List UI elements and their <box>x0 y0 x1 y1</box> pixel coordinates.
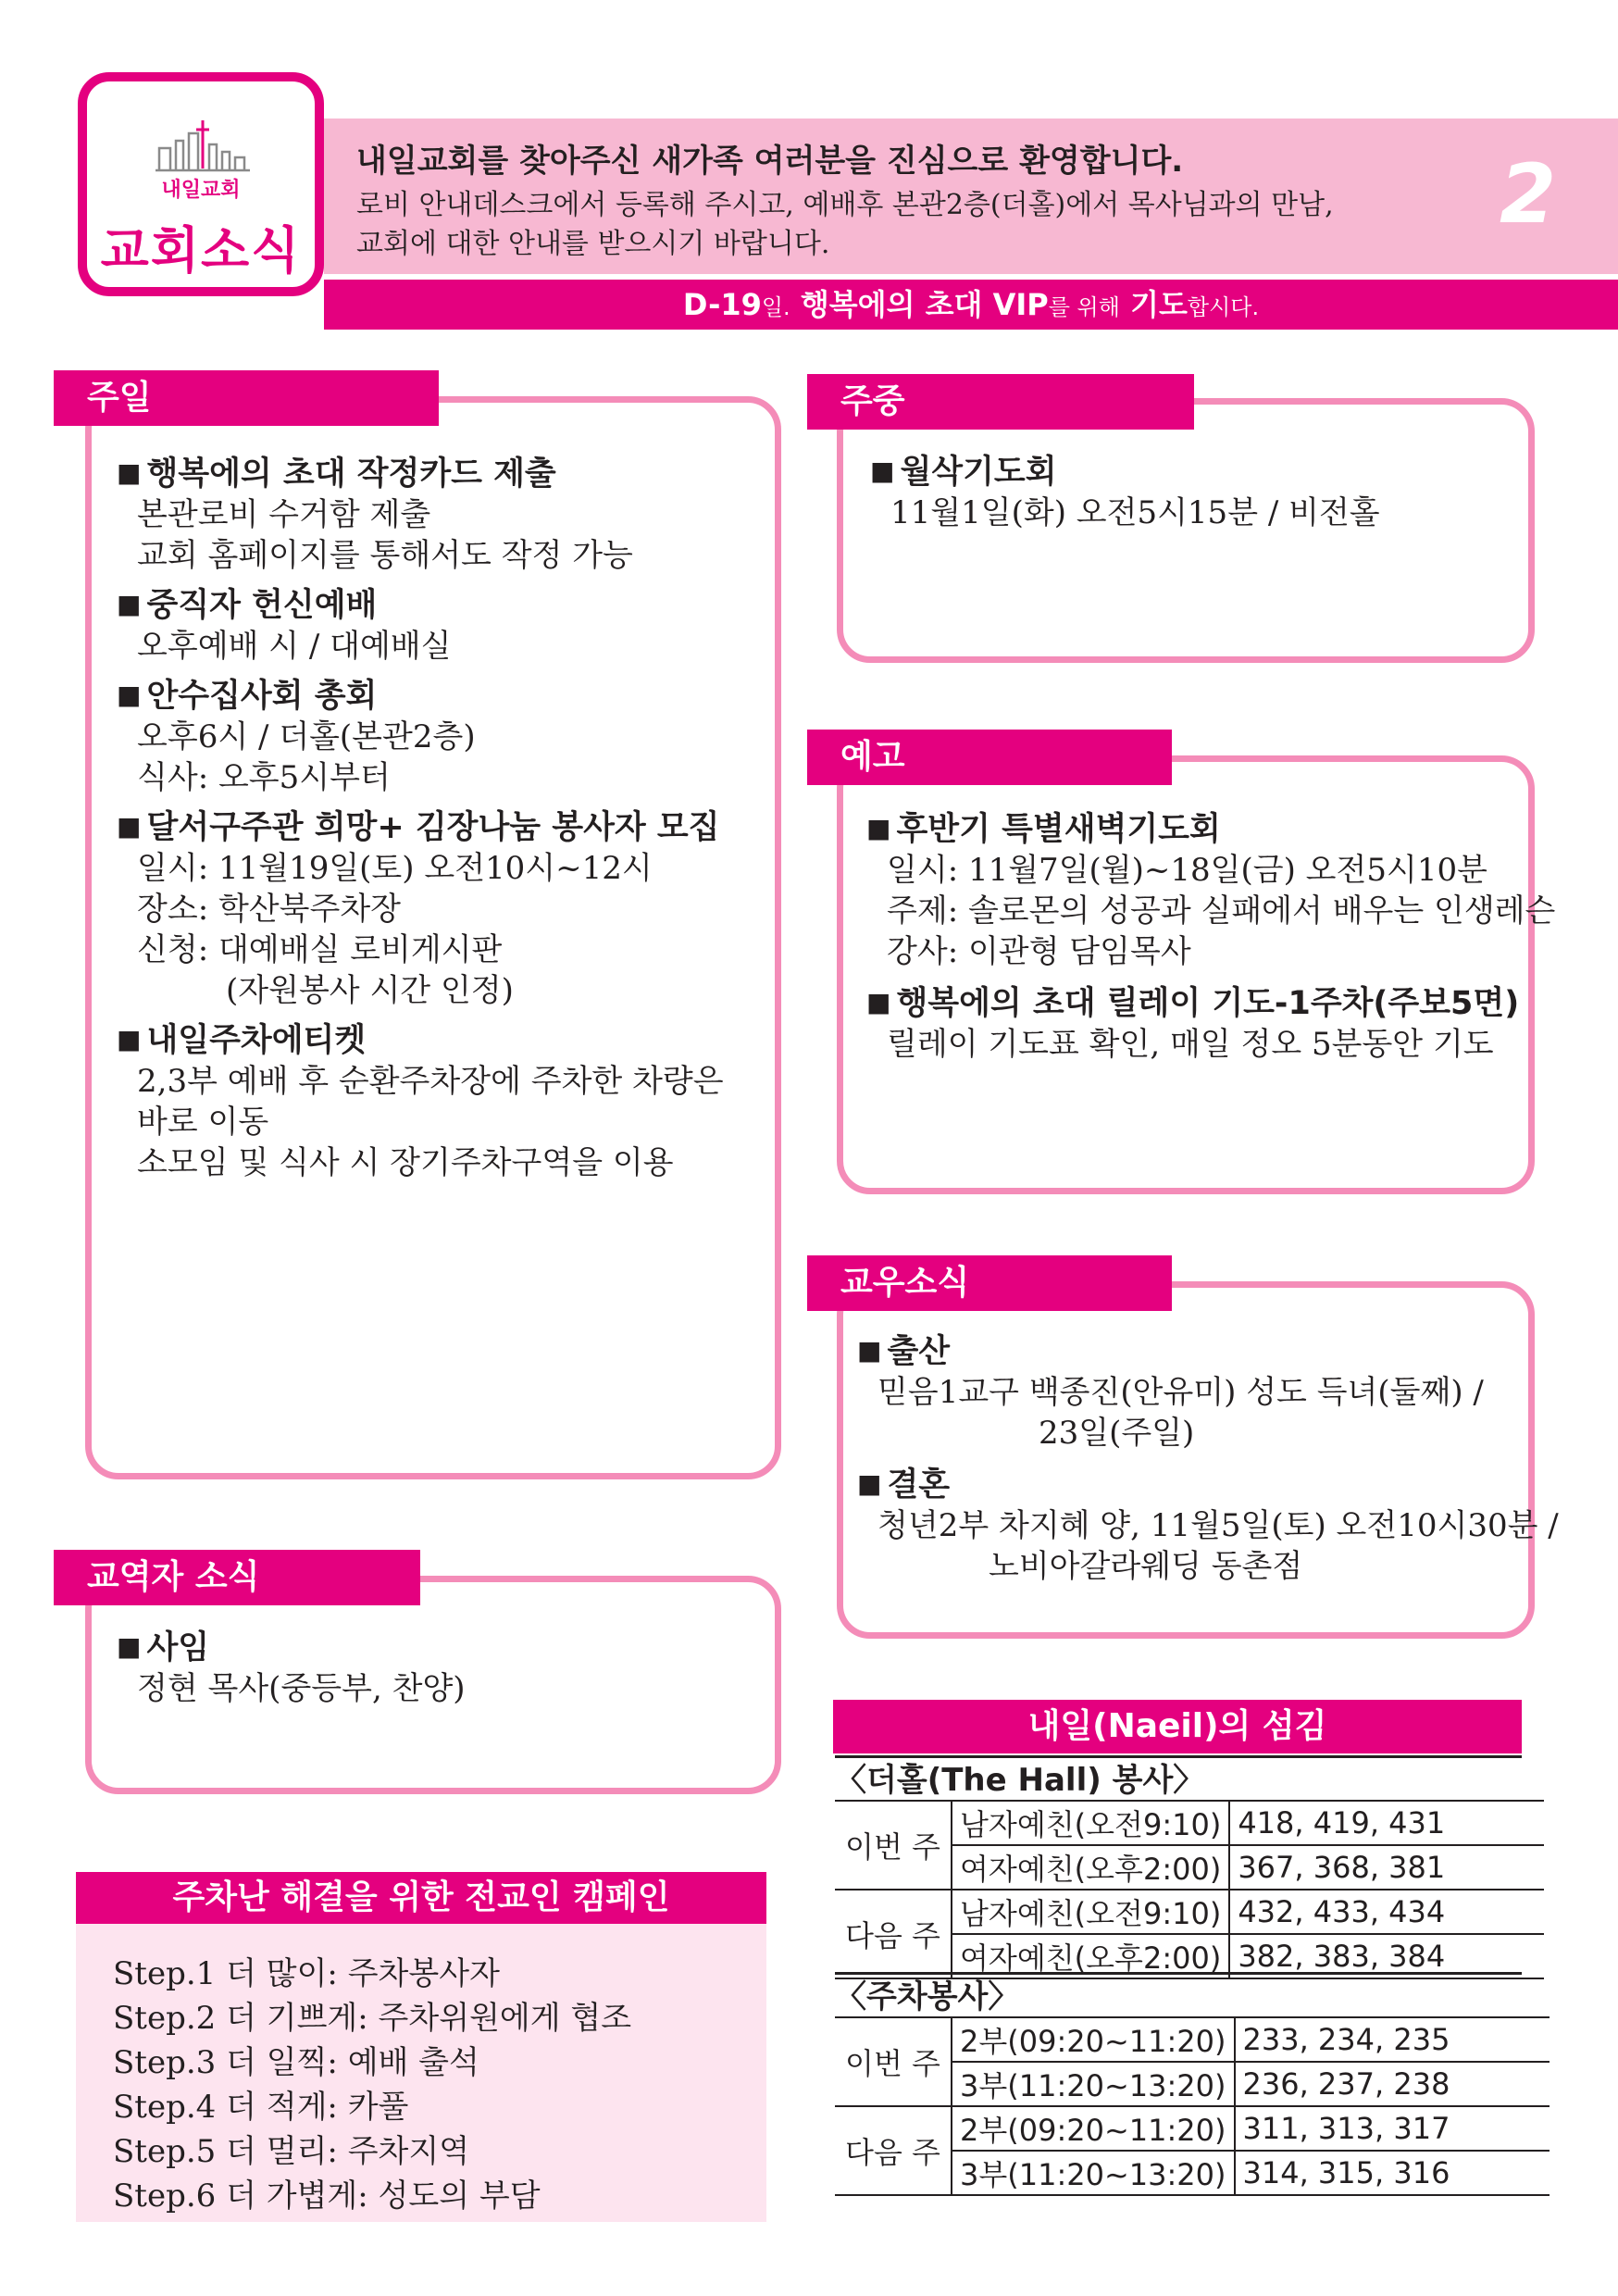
item-title: ■ 달서구주관 희망+ 김장나눔 봉사자 모집 <box>117 802 724 848</box>
campaign-title: 주차난 해결을 위한 전교인 캠페인 <box>76 1872 766 1924</box>
campaign-step: Step.2 더 기쁘게: 주차위원에게 협조 <box>113 2000 632 2037</box>
item-line: 믿음1교구 백종진(안유미) 성도 득녀(둘째) / <box>877 1374 1484 1411</box>
dday-text: 기도 <box>1130 287 1188 322</box>
parking-service-table <box>835 2016 1550 2196</box>
item-line: 장소: 학산북주차장 <box>137 891 402 928</box>
service-slot: 남자예친(오전9:10) <box>952 1890 1229 1934</box>
service-title: 내일(Naeil)의 섬김 <box>833 1700 1522 1753</box>
item-title: ■ 행복에의 초대 릴레이 기도-1주차(주보5면) <box>866 978 1555 1024</box>
members-content <box>857 1326 1559 1587</box>
item-line: 23일(주일) <box>1039 1415 1195 1452</box>
service-slot: 남자예친(오전9:10) <box>952 1801 1229 1845</box>
church-skyline-icon <box>152 117 254 172</box>
item-line: 본관로비 수거함 제출 <box>137 496 431 533</box>
item-line: 청년2부 차지혜 양, 11월5일(토) 오전10시30분 / <box>877 1507 1559 1544</box>
item-line: 소모임 및 식사 시 장기주차구역을 이용 <box>137 1144 674 1181</box>
item-line: 노비아갈라웨딩 동촌점 <box>989 1548 1303 1585</box>
service-value: 367, 368, 381 <box>1229 1845 1544 1890</box>
table-row <box>835 2017 1550 2062</box>
dday-text: 합시다. <box>1187 294 1260 320</box>
item-line: 11월1일(화) 오전5시15분 / 비전홀 <box>890 494 1380 531</box>
item-line: 2,3부 예배 후 순환주차장에 주차한 차량은 <box>137 1063 724 1100</box>
item-line: 오후6시 / 더홀(본관2층) <box>137 718 476 755</box>
item-line: 오후예배 시 / 대예배실 <box>137 628 452 665</box>
table-row <box>835 2106 1550 2151</box>
welcome-line: 로비 안내데스크에서 등록해 주시고, 예배후 본관2층(더홀)에서 목사님과의 만남, <box>356 189 1334 221</box>
campaign-step: Step.5 더 멀리: 주차지역 <box>113 2133 470 2170</box>
weekday-content <box>870 446 1380 533</box>
item-title: ■ 행복에의 초대 작정카드 제출 <box>117 448 724 494</box>
service-value: 432, 433, 434 <box>1229 1890 1544 1934</box>
item-title: ■ 중직자 헌신예배 <box>117 580 724 626</box>
item-title: ■ 후반기 특별새벽기도회 <box>866 804 1555 850</box>
campaign-step: Step.4 더 적게: 카풀 <box>113 2089 409 2126</box>
hall-service-table <box>835 1800 1544 1979</box>
item-line: 교회 홈페이지를 통해서도 작정 가능 <box>137 537 633 574</box>
week-label: 다음 주 <box>835 1890 952 1978</box>
item-line: 신청: 대예배실 로비게시판 <box>137 931 503 968</box>
dday-suffix: 일. <box>761 294 790 320</box>
hall-heading: 〈더홀(The Hall) 봉사〉 <box>835 1755 1522 1800</box>
service-value: 233, 234, 235 <box>1235 2017 1550 2062</box>
welcome-title: 내일교회를 찾아주신 새가족 여러분을 진심으로 환영합니다. <box>356 143 1184 180</box>
service-value: 311, 313, 317 <box>1235 2106 1550 2151</box>
tab-weekday: 주중 <box>807 374 1194 430</box>
parking-heading: 〈주차봉사〉 <box>835 1972 1522 2016</box>
item-line: 정현 목사(중등부, 찬양) <box>137 1670 466 1707</box>
notice-content <box>866 804 1555 1065</box>
item-line: 식사: 오후5시부터 <box>137 759 391 796</box>
week-label: 이번 주 <box>835 2017 952 2106</box>
sunday-content <box>117 448 724 1183</box>
week-label: 다음 주 <box>835 2106 952 2195</box>
service-slot: 2부(09:20~11:20) <box>952 2106 1235 2151</box>
service-slot: 2부(09:20~11:20) <box>952 2017 1235 2062</box>
service-slot: 여자예친(오후2:00) <box>952 1934 1229 1978</box>
staff-content <box>117 1622 466 1709</box>
service-slot: 여자예친(오후2:00) <box>952 1845 1229 1890</box>
logo-name: 내일교회 <box>161 179 241 202</box>
welcome-line: 교회에 대한 안내를 받으시기 바랍니다. <box>356 228 830 260</box>
item-line: 강사: 이관형 담임목사 <box>887 933 1191 970</box>
item-title: ■ 출산 <box>857 1326 1559 1372</box>
item-line: (자원봉사 시간 인정) <box>226 972 514 1009</box>
dday-text: 행복에의 초대 VIP <box>800 287 1049 322</box>
tab-staff: 교역자 소식 <box>54 1550 420 1605</box>
tab-members: 교우소식 <box>807 1255 1172 1311</box>
dday-text: 를 위해 <box>1048 294 1120 320</box>
service-value: 418, 419, 431 <box>1229 1801 1544 1845</box>
service-value: 382, 383, 384 <box>1229 1934 1544 1978</box>
dday-count: D-19 <box>682 287 762 322</box>
item-line: 바로 이동 <box>137 1104 269 1141</box>
item-line: 주제: 솔로몬의 성공과 실패에서 배우는 인생레슨 <box>887 892 1556 930</box>
item-line: 릴레이 기도표 확인, 매일 정오 5분동안 기도 <box>887 1026 1494 1063</box>
tab-sunday: 주일 <box>54 370 439 426</box>
table-row <box>835 1801 1544 1845</box>
item-title: ■ 결혼 <box>857 1459 1559 1505</box>
dday-banner <box>324 280 1618 330</box>
item-title: ■ 월삭기도회 <box>870 446 1380 493</box>
page-number: 2 <box>1500 146 1557 242</box>
table-row <box>835 1890 1544 1934</box>
week-label: 이번 주 <box>835 1801 952 1890</box>
campaign-step: Step.6 더 가볍게: 성도의 부담 <box>113 2177 541 2215</box>
tab-notice: 예고 <box>807 730 1172 785</box>
church-logo-box <box>78 72 324 296</box>
campaign-step: Step.1 더 많이: 주차봉사자 <box>113 1955 500 1992</box>
section-title: 교회소식 <box>100 221 302 280</box>
item-line: 일시: 11월7일(월)~18일(금) 오전5시10분 <box>887 852 1487 889</box>
service-value: 236, 237, 238 <box>1235 2062 1550 2106</box>
item-line: 일시: 11월19일(토) 오전10시~12시 <box>137 850 653 887</box>
item-title: ■ 안수집사회 총회 <box>117 670 724 717</box>
service-slot: 3부(11:20~13:20) <box>952 2062 1235 2106</box>
service-slot: 3부(11:20~13:20) <box>952 2151 1235 2195</box>
service-value: 314, 315, 316 <box>1235 2151 1550 2195</box>
item-title: ■ 내일주차에티켓 <box>117 1015 724 1061</box>
item-title: ■ 사임 <box>117 1622 466 1668</box>
campaign-step: Step.3 더 일찍: 예배 출석 <box>113 2044 479 2081</box>
